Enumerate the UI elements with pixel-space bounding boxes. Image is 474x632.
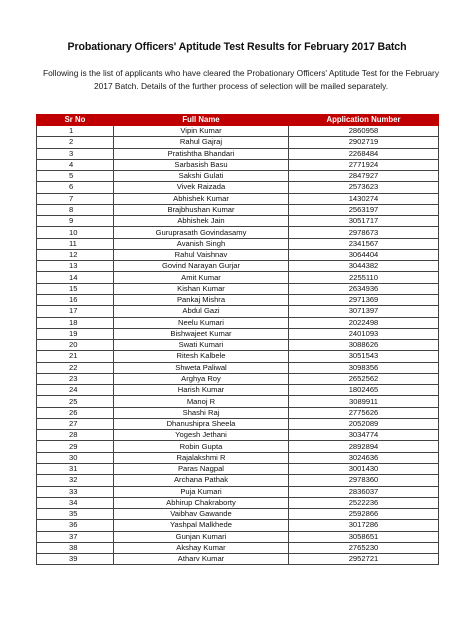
header-row: [37, 115, 439, 126]
sr-no-cell: 31: [37, 463, 114, 474]
application-number-cell: 2775626: [289, 407, 439, 418]
application-number-cell: 3088626: [289, 340, 439, 351]
sr-no-cell: 21: [37, 351, 114, 362]
table-row: [37, 272, 439, 283]
table-row: [37, 261, 439, 272]
application-number-cell: 3024636: [289, 452, 439, 463]
application-number-cell: 2052089: [289, 418, 439, 429]
table-row: [37, 463, 439, 474]
application-number-cell: 1802465: [289, 385, 439, 396]
application-number-cell: 2268484: [289, 148, 439, 159]
application-number-cell: 2978360: [289, 475, 439, 486]
application-number-cell: 2563197: [289, 204, 439, 215]
full-name-cell: Swati Kumari: [114, 340, 289, 351]
table-row: [37, 317, 439, 328]
full-name-cell: Govind Narayan Gurjar: [114, 261, 289, 272]
column-header-application-number: Application Number: [289, 115, 439, 126]
sr-no-cell: 26: [37, 407, 114, 418]
application-number-cell: 2765230: [289, 542, 439, 553]
table-row: [37, 148, 439, 159]
application-number-cell: 2952721: [289, 554, 439, 565]
application-number-cell: 2341567: [289, 238, 439, 249]
table-row: [37, 216, 439, 227]
application-number-cell: 2836037: [289, 486, 439, 497]
table-row: [37, 441, 439, 452]
application-number-cell: 2592866: [289, 509, 439, 520]
full-name-cell: Ritesh Kalbele: [114, 351, 289, 362]
full-name-cell: Amit Kumar: [114, 272, 289, 283]
table-row: [37, 126, 439, 137]
application-number-cell: 3064404: [289, 249, 439, 260]
full-name-cell: Shashi Raj: [114, 407, 289, 418]
full-name-cell: Pratishtha Bhandari: [114, 148, 289, 159]
table-row: [37, 373, 439, 384]
application-number-cell: 3001430: [289, 463, 439, 474]
full-name-cell: Manoj R: [114, 396, 289, 407]
sr-no-cell: 16: [37, 294, 114, 305]
sr-no-cell: 12: [37, 249, 114, 260]
full-name-cell: Pankaj Mishra: [114, 294, 289, 305]
table-row: [37, 249, 439, 260]
full-name-cell: Guruprasath Govindasamy: [114, 227, 289, 238]
sr-no-cell: 14: [37, 272, 114, 283]
full-name-cell: Kishan Kumar: [114, 283, 289, 294]
application-number-cell: 2902719: [289, 137, 439, 148]
application-number-cell: 1430274: [289, 193, 439, 204]
application-number-cell: 2255110: [289, 272, 439, 283]
application-number-cell: 3051717: [289, 216, 439, 227]
sr-no-cell: 5: [37, 171, 114, 182]
full-name-cell: Gunjan Kumari: [114, 531, 289, 542]
sr-no-cell: 6: [37, 182, 114, 193]
table-row: [37, 475, 439, 486]
table-row: [37, 227, 439, 238]
full-name-cell: Yashpal Malkhede: [114, 520, 289, 531]
results-table-body: [37, 126, 439, 565]
table-row: [37, 486, 439, 497]
sr-no-cell: 35: [37, 509, 114, 520]
sr-no-cell: 18: [37, 317, 114, 328]
column-header-full-name: Full Name: [114, 115, 289, 126]
application-number-cell: 3051543: [289, 351, 439, 362]
full-name-cell: Sakshi Gulati: [114, 171, 289, 182]
full-name-cell: Rajalakshmi R: [114, 452, 289, 463]
table-row: [37, 509, 439, 520]
full-name-cell: Abdul Gazi: [114, 306, 289, 317]
application-number-cell: 2847927: [289, 171, 439, 182]
sr-no-cell: 33: [37, 486, 114, 497]
sr-no-cell: 3: [37, 148, 114, 159]
table-row: [37, 396, 439, 407]
table-row: [37, 171, 439, 182]
table-row: [37, 328, 439, 339]
full-name-cell: Abhirup Chakraborty: [114, 497, 289, 508]
full-name-cell: Robin Gupta: [114, 441, 289, 452]
full-name-cell: Brajbhushan Kumar: [114, 204, 289, 215]
sr-no-cell: 25: [37, 396, 114, 407]
full-name-cell: Rahul Vaishnav: [114, 249, 289, 260]
sr-no-cell: 22: [37, 362, 114, 373]
sr-no-cell: 30: [37, 452, 114, 463]
sr-no-cell: 13: [37, 261, 114, 272]
table-row: [37, 137, 439, 148]
application-number-cell: 3089911: [289, 396, 439, 407]
full-name-cell: Vaibhav Gawande: [114, 509, 289, 520]
table-row: [37, 418, 439, 429]
sr-no-cell: 32: [37, 475, 114, 486]
application-number-cell: 2634936: [289, 283, 439, 294]
column-header-sr-no: Sr No: [37, 115, 114, 126]
full-name-cell: Akshay Kumar: [114, 542, 289, 553]
application-number-cell: 2652562: [289, 373, 439, 384]
full-name-cell: Avanish Singh: [114, 238, 289, 249]
table-row: [37, 497, 439, 508]
sr-no-cell: 19: [37, 328, 114, 339]
application-number-cell: 2978673: [289, 227, 439, 238]
application-number-cell: 2971369: [289, 294, 439, 305]
sr-no-cell: 17: [37, 306, 114, 317]
sr-no-cell: 38: [37, 542, 114, 553]
full-name-cell: Sarbasish Basu: [114, 159, 289, 170]
table-row: [37, 340, 439, 351]
table-row: [37, 407, 439, 418]
sr-no-cell: 24: [37, 385, 114, 396]
sr-no-cell: 23: [37, 373, 114, 384]
table-row: [37, 362, 439, 373]
table-row: [37, 385, 439, 396]
sr-no-cell: 28: [37, 430, 114, 441]
full-name-cell: Abhishek Jain: [114, 216, 289, 227]
sr-no-cell: 4: [37, 159, 114, 170]
sr-no-cell: 11: [37, 238, 114, 249]
sr-no-cell: 39: [37, 554, 114, 565]
full-name-cell: Harish Kumar: [114, 385, 289, 396]
full-name-cell: Neelu Kumari: [114, 317, 289, 328]
sr-no-cell: 29: [37, 441, 114, 452]
full-name-cell: Vipin Kumar: [114, 126, 289, 137]
table-row: [37, 452, 439, 463]
sr-no-cell: 9: [37, 216, 114, 227]
intro-paragraph: Following is the list of applicants who have cleared the Probationary Officers' Aptitude Test for the February 2017 Batch. Details of the further process of selection will be mailed separately.: [42, 68, 440, 91]
sr-no-cell: 8: [37, 204, 114, 215]
table-row: [37, 294, 439, 305]
application-number-cell: 3058651: [289, 531, 439, 542]
application-number-cell: 3017286: [289, 520, 439, 531]
table-row: [37, 306, 439, 317]
application-number-cell: 2860958: [289, 126, 439, 137]
application-number-cell: 2892894: [289, 441, 439, 452]
full-name-cell: Yogesh Jethani: [114, 430, 289, 441]
document-title: Probationary Officers' Aptitude Test Results for February 2017 Batch: [67, 41, 407, 53]
full-name-cell: Rahul Gajraj: [114, 137, 289, 148]
sr-no-cell: 34: [37, 497, 114, 508]
sr-no-cell: 20: [37, 340, 114, 351]
full-name-cell: Arghya Roy: [114, 373, 289, 384]
sr-no-cell: 15: [37, 283, 114, 294]
full-name-cell: Archana Pathak: [114, 475, 289, 486]
table-row: [37, 204, 439, 215]
application-number-cell: 3044382: [289, 261, 439, 272]
table-row: [37, 283, 439, 294]
table-row: [37, 351, 439, 362]
application-number-cell: 3071397: [289, 306, 439, 317]
full-name-cell: Vivek Raizada: [114, 182, 289, 193]
sr-no-cell: 1: [37, 126, 114, 137]
full-name-cell: Dhanushipra Sheela: [114, 418, 289, 429]
results-table: [36, 114, 439, 565]
full-name-cell: Abhishek Kumar: [114, 193, 289, 204]
sr-no-cell: 7: [37, 193, 114, 204]
full-name-cell: Atharv Kumar: [114, 554, 289, 565]
table-row: [37, 554, 439, 565]
table-row: [37, 520, 439, 531]
full-name-cell: Puja Kumari: [114, 486, 289, 497]
sr-no-cell: 27: [37, 418, 114, 429]
application-number-cell: 3034774: [289, 430, 439, 441]
sr-no-cell: 10: [37, 227, 114, 238]
application-number-cell: 3098356: [289, 362, 439, 373]
application-number-cell: 2522236: [289, 497, 439, 508]
table-row: [37, 182, 439, 193]
sr-no-cell: 37: [37, 531, 114, 542]
full-name-cell: Paras Nagpal: [114, 463, 289, 474]
full-name-cell: Shweta Paliwal: [114, 362, 289, 373]
results-table-header: [37, 115, 439, 126]
full-name-cell: Bishwajeet Kumar: [114, 328, 289, 339]
table-row: [37, 193, 439, 204]
application-number-cell: 2771924: [289, 159, 439, 170]
table-row: [37, 238, 439, 249]
sr-no-cell: 2: [37, 137, 114, 148]
application-number-cell: 2401093: [289, 328, 439, 339]
table-row: [37, 531, 439, 542]
table-row: [37, 430, 439, 441]
table-row: [37, 542, 439, 553]
application-number-cell: 2022498: [289, 317, 439, 328]
sr-no-cell: 36: [37, 520, 114, 531]
table-row: [37, 159, 439, 170]
application-number-cell: 2573623: [289, 182, 439, 193]
